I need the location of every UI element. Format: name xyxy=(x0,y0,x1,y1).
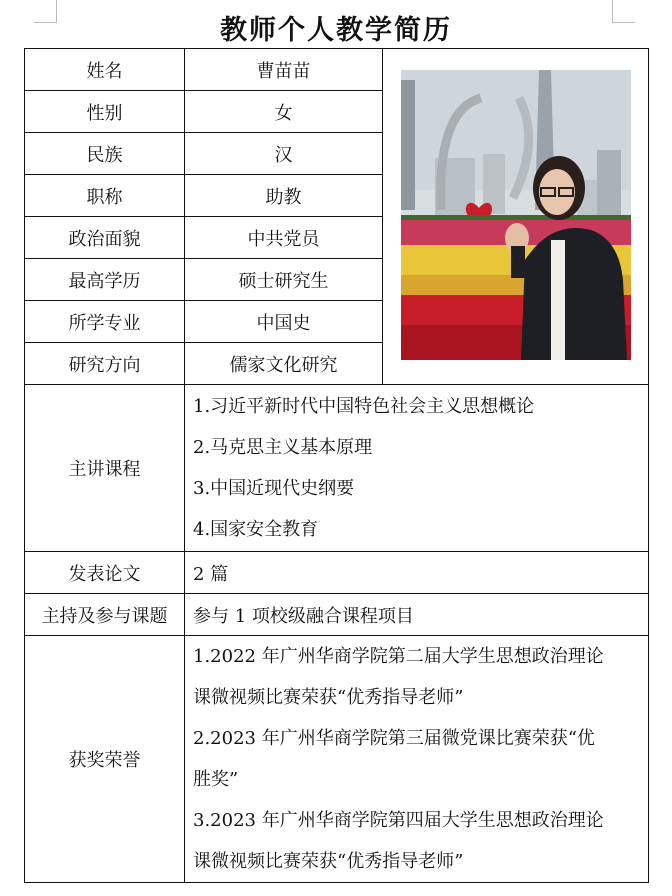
value-research: 儒家文化研究 xyxy=(185,343,383,385)
row-courses xyxy=(25,385,649,552)
label-papers: 发表论文 xyxy=(25,552,185,594)
row-papers xyxy=(25,552,649,594)
course-item: 1.习近平新时代中国特色社会主义思想概论 xyxy=(193,396,535,417)
photo-cell xyxy=(383,49,649,385)
value-major: 中国史 xyxy=(185,301,383,343)
course-item: 4.国家安全教育 xyxy=(193,519,319,540)
value-title: 助教 xyxy=(185,175,383,217)
row-projects xyxy=(25,594,649,636)
label-awards: 获奖荣誉 xyxy=(25,636,185,883)
value-projects: 参与 1 项校级融合课程项目 xyxy=(185,594,649,636)
value-name: 曹苗苗 xyxy=(185,49,383,91)
value-ethnicity: 汉 xyxy=(185,133,383,175)
courses-list xyxy=(185,385,649,552)
portrait-photo xyxy=(401,70,631,360)
value-political: 中共党员 xyxy=(185,217,383,259)
label-political: 政治面貌 xyxy=(25,217,185,259)
value-papers: 2 篇 xyxy=(185,552,649,594)
award-line: 3.2023 年广州华商学院第四届大学生思想政治理论 xyxy=(193,810,604,831)
label-major: 所学专业 xyxy=(25,301,185,343)
row-awards xyxy=(25,636,649,883)
value-education: 硕士研究生 xyxy=(185,259,383,301)
label-gender: 性别 xyxy=(25,91,185,133)
course-item: 3.中国近现代史纲要 xyxy=(193,478,355,499)
row-name xyxy=(25,49,649,91)
resume-table xyxy=(24,48,649,883)
label-name: 姓名 xyxy=(25,49,185,91)
label-projects: 主持及参与课题 xyxy=(25,594,185,636)
award-line: 胜奖” xyxy=(193,769,239,790)
course-item: 2.马克思主义基本原理 xyxy=(193,437,373,458)
label-research: 研究方向 xyxy=(25,343,185,385)
award-line: 2.2023 年广州华商学院第三届微党课比赛荣获“优 xyxy=(193,728,595,749)
label-title: 职称 xyxy=(25,175,185,217)
award-line: 1.2022 年广州华商学院第二届大学生思想政治理论 xyxy=(193,646,604,667)
award-line: 课微视频比赛荣获“优秀指导老师” xyxy=(193,687,464,708)
label-courses: 主讲课程 xyxy=(25,385,185,552)
awards-list xyxy=(185,636,649,883)
value-gender: 女 xyxy=(185,91,383,133)
page-title: 教师个人教学简历 xyxy=(220,15,452,46)
label-ethnicity: 民族 xyxy=(25,133,185,175)
label-education: 最高学历 xyxy=(25,259,185,301)
award-line: 课微视频比赛荣获“优秀指导老师” xyxy=(193,851,464,872)
